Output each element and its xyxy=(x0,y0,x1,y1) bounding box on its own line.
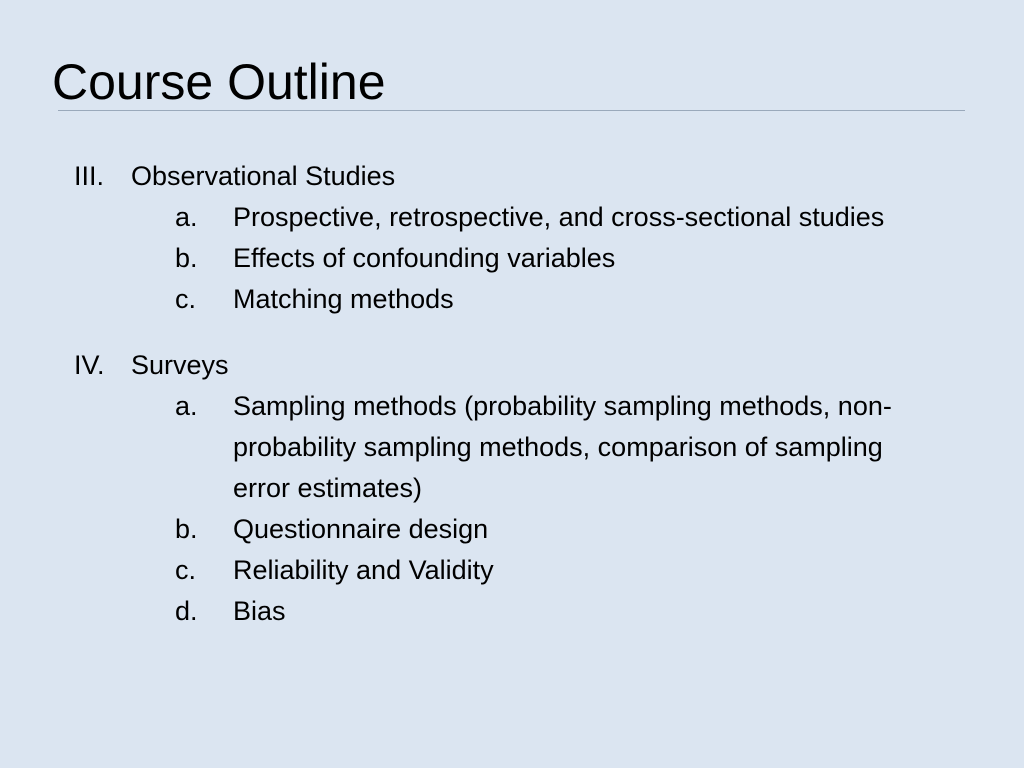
outline-item xyxy=(0,509,1024,550)
item-text: Questionnaire design xyxy=(233,514,489,544)
course-outline xyxy=(0,156,1024,632)
section-number: III. xyxy=(74,161,105,191)
section-heading xyxy=(0,345,1024,386)
title-divider xyxy=(58,110,965,111)
outline-item xyxy=(0,238,1024,279)
section-title: Surveys xyxy=(131,350,229,380)
item-text: Matching methods xyxy=(233,284,454,314)
item-text: Reliability and Validity xyxy=(233,555,494,585)
item-text: Prospective, retrospective, and cross-sectional studies xyxy=(233,202,885,232)
section-title: Observational Studies xyxy=(131,161,396,191)
outline-section-iii xyxy=(0,156,1024,320)
item-letter: b. xyxy=(175,514,198,544)
section-number: IV. xyxy=(74,350,105,380)
item-text: Sampling methods (probability sampling methods, non-probability sampling methods, comparison of sampling error estimates) xyxy=(233,391,892,503)
item-letter: d. xyxy=(175,596,198,626)
item-letter: a. xyxy=(175,202,198,232)
item-text: Bias xyxy=(233,596,286,626)
outline-item xyxy=(0,386,1024,509)
outline-item xyxy=(0,591,1024,632)
item-text: Effects of confounding variables xyxy=(233,243,616,273)
section-heading xyxy=(0,156,1024,197)
outline-item xyxy=(0,197,1024,238)
item-letter: c. xyxy=(175,555,197,585)
item-letter: a. xyxy=(175,391,198,421)
item-letter: c. xyxy=(175,284,197,314)
outline-section-iv xyxy=(0,345,1024,632)
item-letter: b. xyxy=(175,243,198,273)
outline-item xyxy=(0,279,1024,320)
slide-title: Course Outline xyxy=(52,54,386,110)
outline-item xyxy=(0,550,1024,591)
